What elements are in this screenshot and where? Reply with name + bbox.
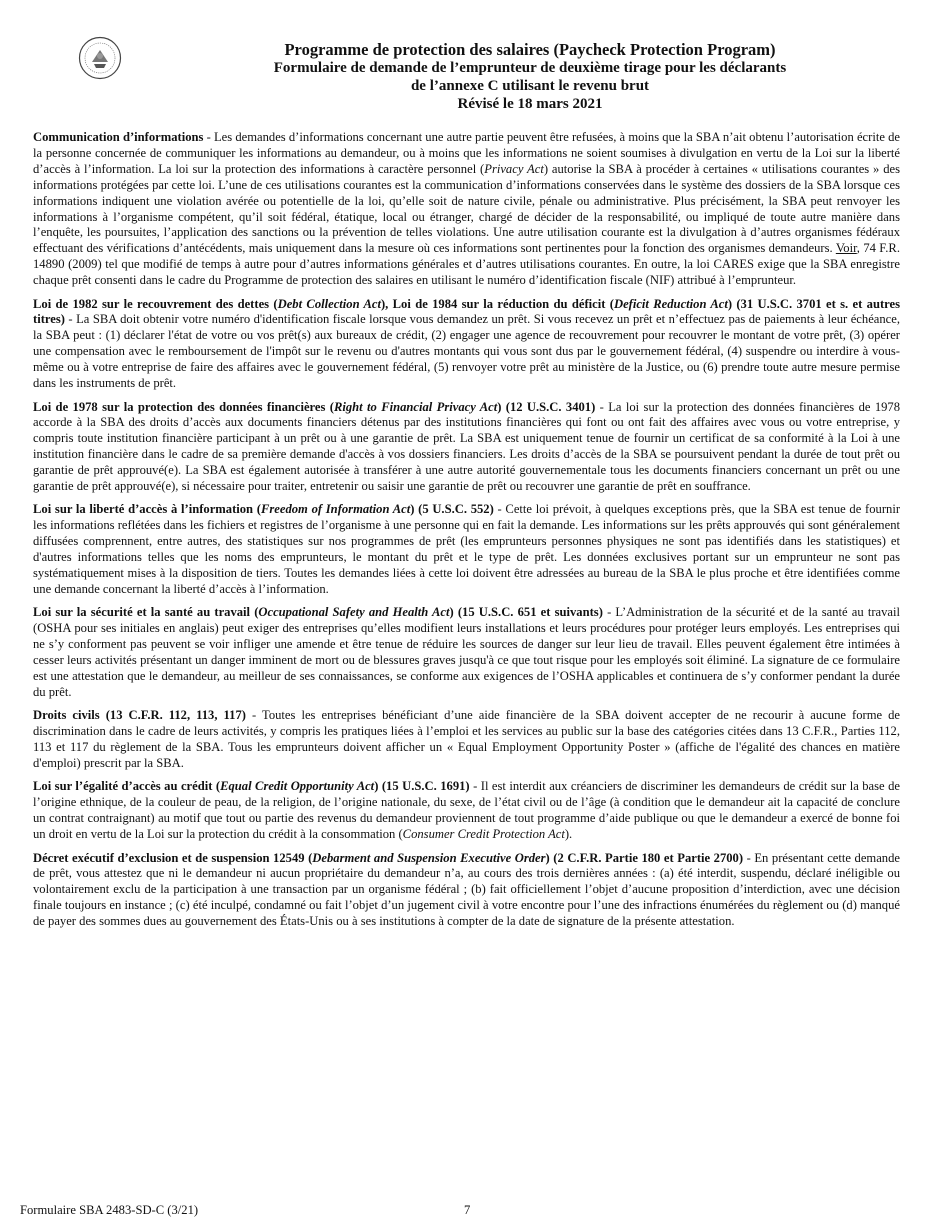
section-heading: Droits civils (13 C.F.R. 112, 113, 117) [33, 708, 246, 723]
form-identifier: Formulaire SBA 2483-SD-C (3/21) [20, 1203, 199, 1217]
page-number: 7 [464, 1203, 471, 1217]
section-heading: Loi de 1982 sur le recouvrement des dettes (Debt Collection Act), Loi de 1984 sur la réduction du déficit (Deficit Reduction Act) (31 U.S.C. 3701 et s. et autres titres) [33, 296, 900, 327]
section-civil-rights: Droits civils (13 C.F.R. 112, 113, 117) - Toutes les entreprises bénéficiant d’une aide financière de la SBA doivent accepter de ne recourir à aucune forme de discrimination dans le cadre de leurs activités, y compris les pratiques liées à l’emploi et les services au public sur la base des catégories citées dans 13 C.F.R., Parties 112, 113 et 117 du règlement de la SBA. Tous les emprunteurs doivent afficher un « Equal Employment Opportunity Poster » (affiche de l'égalité des chances en matière d'emploi) prescrit par la SBA. [33, 708, 901, 771]
document-body [33, 130, 900, 938]
form-title: Programme de protection des salaires (Paycheck Protection Program) [284, 40, 776, 59]
section-heading: Loi sur la liberté d’accès à l’information (Freedom of Information Act) (5 U.S.C. 552) [33, 502, 494, 517]
section-foia: Loi sur la liberté d’accès à l’information (Freedom of Information Act) (5 U.S.C. 552) - Cette loi prévoit, à quelques exceptions près, que la SBA est tenue de fournir les informations reflétées dans les fichiers et registres de l’organisme à une personne qui en fait la demande. Les informations sur les prêts approuvés qui sont généralement diffusées comprennent, entre autres, des statistiques sur nos programmes de prêt (les emprunteurs personnes physiques ne sont pas identifiés dans les statistiques) et d'autres informations telles que les noms des emprunteurs, le montant du prêt et le type de prêt. Les données exclusives portant sur un emprunteur ne sont pas systématiquement mises à la disposition de tiers. Toutes les demandes liées à cette loi doivent être adressées au bureau de la SBA le plus proche et être identifiées comme une demande concernant la liberté d’accès à l’information. [33, 502, 901, 596]
section-debt-collection: Loi de 1982 sur le recouvrement des dettes (Debt Collection Act), Loi de 1984 sur la réduction du déficit (Deficit Reduction Act) (31 U.S.C. 3701 et s. et autres titres) - La SBA doit obtenir votre numéro d'identification fiscale lorsque vous demandez un prêt. Si vous recevez un prêt et n’effectuez pas de paiements à leur échéance, la SBA peut : (1) déclarer l'état de votre ou vos prêt(s) aux bureaux de crédit, (2) engager une agence de recouvrement pour recouvrer le montant de votre prêt, (3) opérer une compensation avec le remboursement de l'impôt sur le revenu ou d'autres montants qui vous sont dus par le gouvernement fédéral, (4) suspendre ou interdire à vous-même ou à votre entreprise de faire des affaires avec le gouvernement fédéral, (5) renvoyer votre prêt au ministère de la Justice, ou (6) prendre toute autre mesure permise dans les instruments de prêt. [33, 296, 900, 391]
section-debarment: Décret exécutif d’exclusion et de suspension 12549 (Debarment and Suspension Executive Order) (2 C.F.R. Partie 180 et Partie 2700) - En présentant cette demande de prêt, vous attestez que ni le demandeur ni aucun propriétaire du demandeur n’a, au cours des trois dernières années : (a) été interdit, suspendu, déclaré inéligible ou volontairement exclu de la participation à une transaction par un organisme fédéral ; (b) fait officiellement l’objet d’aucune proposition d’interdiction, avec une décision finale toujours en instance ; (c) été inculpé, condamné ou fait l’objet d’un jugement civil à votre encontre pour l’une des infractions énumérées du règlement ou (d) manqué de payer des sommes dues au gouvernement des États-Unis ou à ses institutions à compter de la date de signature de la présente attestation. [33, 850, 900, 929]
section-communication: Communication d’informations - Les demandes d’informations concernant une autre partie peuvent être refusées, à moins que la SBA n’ait obtenu l’autorisation écrite de la personne concernée de communiquer les informations au demandeur, ou à moins que les informations ne soient soumises à divulgation en vertu de la Loi sur la liberté d’accès à l’information. La loi sur la protection des informations à caractère personnel (Privacy Act) autorise la SBA à procéder à certaines « utilisations courantes » des informations protégées par cette loi. L’une de ces utilisations courantes est la communication d’informations conservées dans le système des dossiers de la SBA lorsque ces informations indiquent une violation avérée ou potentielle de la loi, qu’elle soit de nature civile, pénale ou administrative. Plus précisément, la SBA peut renvoyer les informations à l’organisme compétent, qu’il soit fédéral, étatique, local ou étranger, chargé de décider de la responsabilité, ou impliqué de toute autre manière dans l’enquête, les poursuites, l’application des sanctions ou la prévention de telles violations. Une autre utilisation courante est la divulgation à d’autres organismes fédéraux effectuant des vérifications d’antécédents, mais uniquement dans la mesure où ces informations sont pertinentes pour la fonction des organismes demandeurs. Voir, 74 F.R. 14890 (2009) tel que modifié de temps à autre pour d’autres informations générales et d’autres utilisations courantes. En outre, la loi CARES exige que la SBA enregistre chaque prêt consenti dans le cadre du Programme de protection des salaires en utilisant le numéro d’identification fiscale (NIF) attribué à l’emprunteur. [33, 130, 900, 288]
section-heading: Communication d’informations [33, 130, 204, 144]
form-subtitle-line-2: de l’annexe C utilisant le revenu brut [410, 78, 650, 94]
section-osha: Loi sur la sécurité et la santé au travail (Occupational Safety and Health Act) (15 U.S.C. 651 et suivants) - L’Administration de la sécurité et de la santé au travail (OSHA pour ses initiales en anglais) peut exiger des entreprises qu’elles modifient leurs installations et leurs procédures pour protéger leurs employés. Les entreprises qui ne s’y conforment pas peuvent se voir infliger une amende et être tenue de réduire les sources de danger sur leur lieu de travail. Elles peuvent également être intimées à cesser leurs activités présentant un danger imminent de mort ou de blessures graves jusqu'à ce que tout risque pour les employés soit éliminé. La signature de ce formulaire est une attestation que le demandeur, au meilleur de ses connaissances, se conforme aux exigences de l’OSHA applicables et continuera de s’y conformer pendant la durée du prêt. [33, 605, 900, 699]
section-heading: Décret exécutif d’exclusion et de suspension 12549 (Debarment and Suspension Executive Order) (2 C.F.R. Partie 180 et Partie 2700) [33, 850, 744, 865]
section-heading: Loi sur la sécurité et la santé au travail (Occupational Safety and Health Act) (15 U.S.C. 651 et suivants) [33, 605, 603, 620]
section-financial-privacy: Loi de 1978 sur la protection des données financières (Right to Financial Privacy Act) (12 U.S.C. 3401) - La loi sur la protection des données financières de 1978 accorde à la SBA des droits d’accès aux documents financiers détenus par des institutions financières qui font ou ont fait des affaires avec vous ou votre entreprise, y compris toute institution financière participant à un prêt ou à une garantie de prêt. La SBA est uniquement tenue de fournir un certificat de sa conformité à la Loi à une institution financière dans le cadre de sa première demande d'accès à vos dossiers financiers. Les droits d’accès de la SBA se poursuivent pendant la durée de tout prêt ou garantie de prêt approuvé(e). La SBA est également autorisée à transférer à une autre autorité gouvernementale tous les documents financiers concernant un prêt ou une garantie de prêt approuvé(e), si nécessaire pour traiter, entretenir ou saisir une garantie de prêt ou recouvrer une garantie de prêt en souffrance. [33, 399, 901, 494]
sba-seal-logo [78, 36, 122, 80]
form-subtitle-line-1: Formulaire de demande de l’emprunteur de deuxième tirage pour les déclarants [273, 60, 787, 76]
section-heading: Loi de 1978 sur la protection des données financières (Right to Financial Privacy Act) (12 U.S.C. 3401) [33, 399, 596, 414]
revision-date: Révisé le 18 mars 2021 [457, 96, 603, 112]
form-header [160, 40, 900, 113]
section-heading: Loi sur l’égalité d’accès au crédit (Equal Credit Opportunity Act) (15 U.S.C. 1691) [33, 779, 470, 794]
section-equal-credit: Loi sur l’égalité d’accès au crédit (Equal Credit Opportunity Act) (15 U.S.C. 1691) - Il est interdit aux créanciers de discriminer les demandeurs de crédit sur la base de l’origine ethnique, de la couleur de peau, de la religion, de l’origine nationale, du sexe, de l’état civil ou de l’âge (à condition que le demandeur ait la capacité de conclure un contrat contraignant) au motif que tout ou partie des revenus du demandeur proviennent de tout programme d’aide publique ou que le demandeur a exercé de bonne foi un droit en vertu de la Loi sur la protection du crédit à la consommation (Consumer Credit Protection Act). [33, 779, 900, 842]
